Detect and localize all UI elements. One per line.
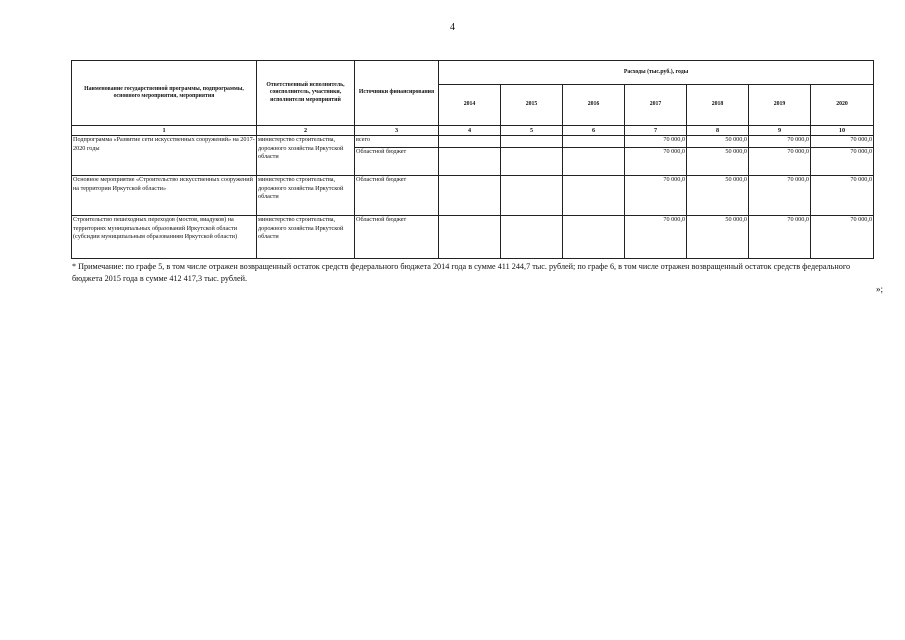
row-value: 50 000,0 <box>687 136 749 148</box>
header-year: 2020 <box>811 85 874 126</box>
table-row <box>72 136 874 148</box>
row-value: 50 000,0 <box>687 216 749 259</box>
header-name: Наименование государственной программы, подпрограммы, основного мероприятия, мероприятия <box>72 61 257 126</box>
row-value <box>439 148 501 176</box>
budget-table <box>71 60 874 259</box>
header-executor: Ответственный исполнитель, соисполнитель, участники, исполнители мероприятий <box>257 61 355 126</box>
table-row <box>72 176 874 216</box>
footnote: * Примечание: по графе 5, в том числе отражен возвращенный остаток средств федерального бюджета 2014 года в сумме 411 244,7 тыс. рублей; по графе 6, в том числе отражен возвращенный остаток средств федерального бюджета 2015 года в сумме 412 417,3 тыс. рублей. <box>72 262 851 283</box>
row-value: 50 000,0 <box>687 148 749 176</box>
row-value: 70 000,0 <box>749 148 811 176</box>
column-number: 6 <box>563 126 625 136</box>
row-value <box>439 216 501 259</box>
row-value <box>563 136 625 148</box>
header-year: 2015 <box>501 85 563 126</box>
row-source: всего <box>355 136 439 148</box>
row-value: 70 000,0 <box>749 176 811 216</box>
column-number: 1 <box>72 126 257 136</box>
row-value <box>501 176 563 216</box>
row-value: 70 000,0 <box>625 148 687 176</box>
row-executor: министерство строительства, дорожного хозяйства Иркутской области <box>257 136 355 176</box>
row-executor: министерство строительства, дорожного хозяйства Иркутской области <box>257 216 355 259</box>
row-name: Подпрограмма «Развитие сети искусственных сооружений» на 2017-2020 годы <box>72 136 257 176</box>
header-year: 2018 <box>687 85 749 126</box>
row-value <box>563 216 625 259</box>
row-value: 70 000,0 <box>811 216 874 259</box>
closing-quote-mark: »; <box>876 284 884 294</box>
row-value <box>439 136 501 148</box>
table-row <box>72 216 874 259</box>
row-source: Областной бюджет <box>355 176 439 216</box>
row-value <box>501 136 563 148</box>
row-value: 70 000,0 <box>625 136 687 148</box>
column-number: 8 <box>687 126 749 136</box>
column-number-row <box>72 126 874 136</box>
column-number: 9 <box>749 126 811 136</box>
row-value: 70 000,0 <box>811 176 874 216</box>
row-value: 70 000,0 <box>749 136 811 148</box>
column-number: 10 <box>811 126 874 136</box>
column-number: 4 <box>439 126 501 136</box>
row-name: Основное мероприятие «Строительство искусственных сооружений на территории Иркутской области» <box>72 176 257 216</box>
column-number: 7 <box>625 126 687 136</box>
header-year: 2016 <box>563 85 625 126</box>
header-year: 2019 <box>749 85 811 126</box>
column-number: 3 <box>355 126 439 136</box>
row-value <box>563 148 625 176</box>
row-value: 70 000,0 <box>811 136 874 148</box>
row-source: Областной бюджет <box>355 148 439 176</box>
row-value <box>439 176 501 216</box>
row-value <box>563 176 625 216</box>
header-expenses: Расходы (тыс.руб.), годы <box>439 61 874 85</box>
row-value <box>501 216 563 259</box>
column-number: 2 <box>257 126 355 136</box>
column-number: 5 <box>501 126 563 136</box>
page-number: 4 <box>450 22 455 33</box>
row-value: 70 000,0 <box>811 148 874 176</box>
row-source: Областной бюджет <box>355 216 439 259</box>
row-name: Строительство пешеходных переходов (мостов, виадуков) на территориях муниципальных образований Иркутской области (субсидии муниципальным образованиям Иркутской области) <box>72 216 257 259</box>
row-value <box>501 148 563 176</box>
row-executor: министерство строительства, дорожного хозяйства Иркутской области <box>257 176 355 216</box>
header-year: 2014 <box>439 85 501 126</box>
header-sources: Источники финансирования <box>355 61 439 126</box>
row-value: 50 000,0 <box>687 176 749 216</box>
header-year: 2017 <box>625 85 687 126</box>
row-value: 70 000,0 <box>625 216 687 259</box>
row-value: 70 000,0 <box>625 176 687 216</box>
row-value: 70 000,0 <box>749 216 811 259</box>
